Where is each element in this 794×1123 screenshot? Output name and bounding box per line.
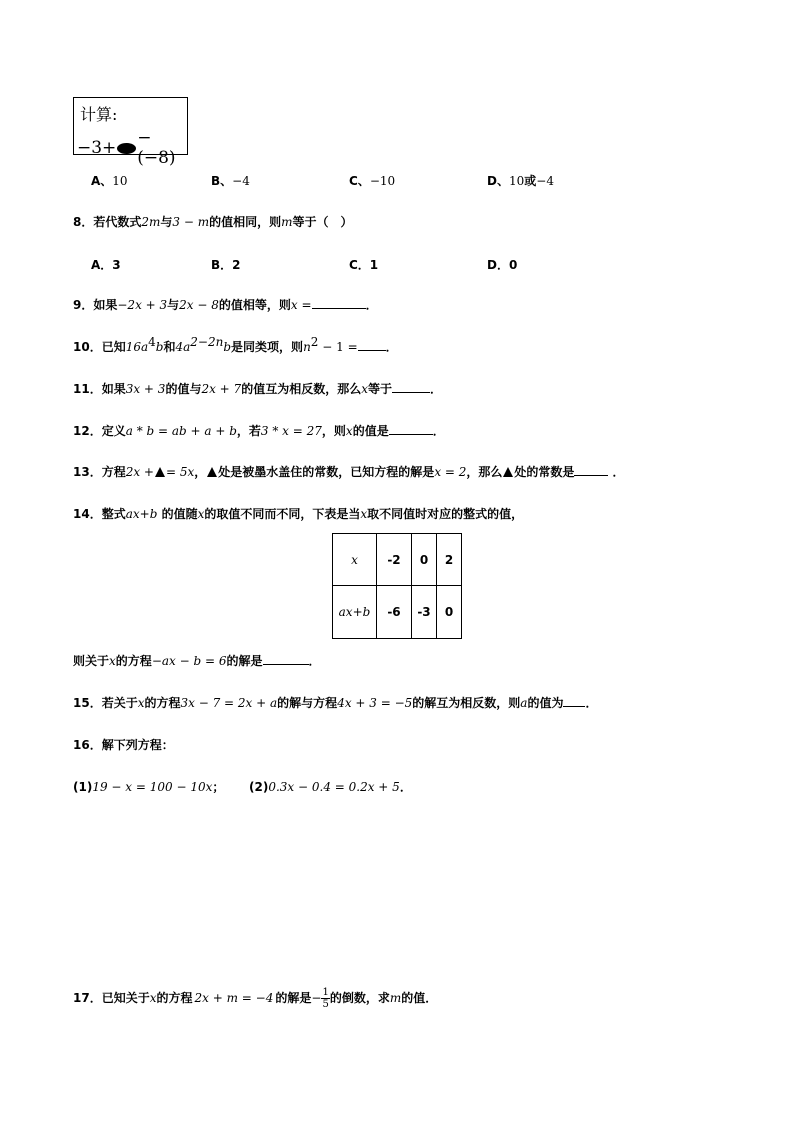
table-cell: -3	[412, 586, 437, 639]
question-8: 8．若代数式2m与3 − m的值相同，则m等于（ ）	[73, 215, 353, 229]
question-10: 10．已知$16a^4b$和$4a^{2-2n}b$是同类项，则$n^2 - 1$ = ．	[73, 335, 398, 354]
question-11: 11．如果3x + 3的值与2x + 7的值互为相反数，那么x等于 ．	[73, 382, 443, 396]
q8-option-a: A．3	[91, 258, 121, 272]
q7-option-b: B、−4	[211, 174, 250, 188]
answer-blank[interactable]	[263, 653, 309, 665]
calc-title: 计算:	[80, 105, 118, 124]
question-14-followup: 则关于x的方程−ax − b = 6的解是 ．	[73, 654, 321, 668]
q7-option-c: C、−10	[349, 174, 396, 188]
triangle-icon	[207, 467, 217, 477]
values-table	[332, 533, 462, 639]
question-15: 15．若关于x的方程3x − 7 = 2x + a的解与方程4x + 3 = −5的解互为相反数，则a的值为 ．	[73, 696, 598, 710]
q8-option-c: C．1	[349, 258, 379, 272]
table-cell: -2	[377, 534, 412, 586]
question-16-part-2: (2)0.3x − 0.4 = 0.2x + 5．	[249, 780, 412, 794]
question-17: 17． 已知关于 x 的方程 2x + m = −4 的解是 − $\frac{1}{5}$ 的倒数，求 m 的值．	[73, 986, 438, 1010]
question-16-part-1: (1)19 − x = 100 − 10x；	[73, 780, 225, 794]
q8-option-b: B．2	[211, 258, 241, 272]
table-cell: 2	[437, 534, 462, 586]
calc-expression	[77, 128, 187, 168]
question-12: 12．定义a * b = ab + a + b，若3 * x = 27，则x的值是 ．	[73, 424, 445, 438]
fraction-one-fifth: $\frac{1}{5}$	[322, 986, 329, 1010]
table-row	[333, 586, 462, 639]
table-head-expr: ax+b	[333, 586, 377, 639]
triangle-icon	[503, 467, 513, 477]
answer-blank[interactable]	[574, 464, 608, 476]
answer-blank[interactable]	[392, 381, 430, 393]
q7-option-a: A、10	[91, 174, 128, 188]
table-head-x: x	[333, 534, 377, 586]
answer-blank[interactable]	[312, 297, 366, 309]
calc-expr-left: −3+	[77, 138, 117, 158]
question-9: 9．如果−2x + 3与2x − 8的值相等，则x = ．	[73, 298, 378, 312]
q7-option-d: D、10或−4	[487, 174, 554, 188]
question-14: 14．整式ax+b 的值随x的取值不同而不同，下表是当x取不同值时对应的整式的值，	[73, 507, 524, 521]
table-cell: 0	[437, 586, 462, 639]
calculation-box	[73, 97, 188, 168]
triangle-icon	[155, 467, 165, 477]
ink-blot-icon	[117, 143, 136, 154]
answer-blank[interactable]	[389, 423, 433, 435]
calc-expr-right: −(−8)	[137, 128, 176, 168]
answer-blank[interactable]	[563, 695, 585, 707]
table-cell: 0	[412, 534, 437, 586]
answer-blank[interactable]	[358, 339, 386, 351]
table-row	[333, 534, 462, 586]
table-cell: -6	[377, 586, 412, 639]
question-13: 13．方程2x + = 5x， 处是被墨水盖住的常数，已知方程的解是x = 2，那么 处的常数是 ．	[73, 465, 625, 479]
question-16-title: 16．解下列方程：	[73, 738, 174, 752]
q8-option-d: D．0	[487, 258, 518, 272]
